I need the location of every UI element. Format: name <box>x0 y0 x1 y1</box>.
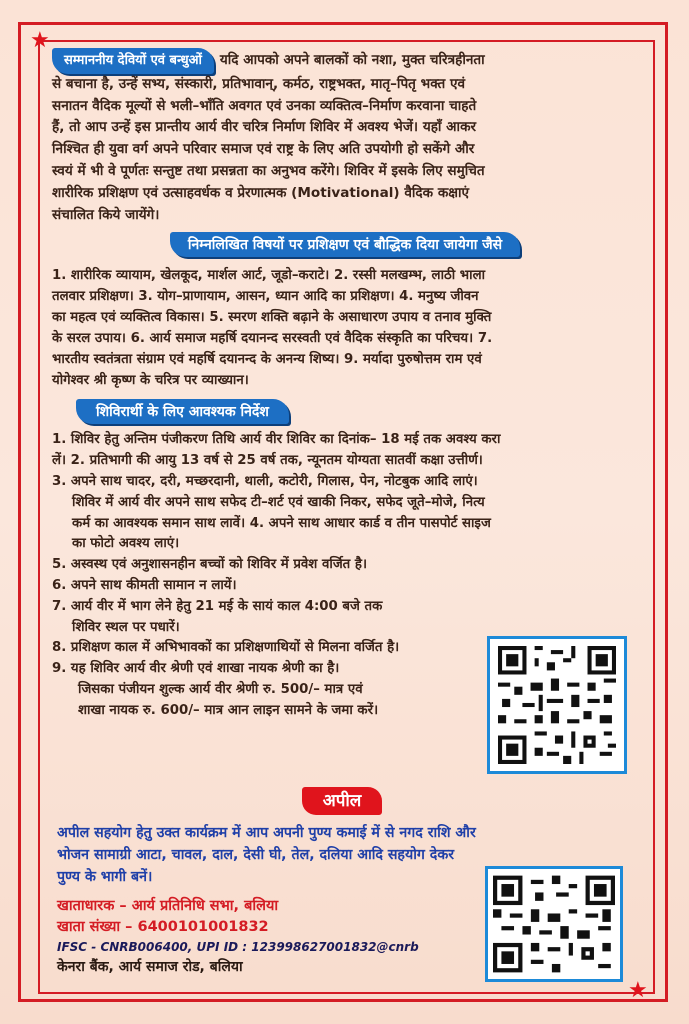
star-icon-bottom-right: ★ <box>628 978 648 1003</box>
instruction-line: शिविर में आर्य वीर अपने साथ सफेद टी–शर्ट एवं खाकी निकर, सफेद जूते–मोजे, नित्य <box>72 494 485 510</box>
account-number: खाता संख्या – 6400101001832 <box>57 919 269 935</box>
instruction-line: 3. अपने साथ चादर, दरी, मच्छरदानी, थाली, कटोरी, गिलास, पेन, नोटबुक आदि लाएं। <box>52 473 478 489</box>
intro-line: संचालित किये जायेंगे। <box>52 206 160 223</box>
instruction-line: लें। 2. प्रतिभागी की आयु 13 वर्ष से 25 वर्ष तक, न्यूनतम योग्यता सातवीं कक्षा उत्तीर्ण। <box>52 453 483 469</box>
instruction-line: 5. अस्वस्थ एवं अनुशासनहीन बच्चों को शिविर में प्रवेश वर्जित है। <box>52 557 367 573</box>
instruction-line: शाखा नायक रु. 600/– मात्र आन लाइन सामने के जमा करें। <box>78 702 379 718</box>
intro-line: शारीरिक प्रशिक्षण एवं उत्साहवर्धक व प्रेरणात्मक (Motivational) वैदिक कक्षाएं <box>52 184 470 201</box>
appeal-heading-pill: अपील <box>302 787 382 815</box>
instruction-line: 1. शिविर हेतु अन्तिम पंजीकरण तिथि आर्य वीर शिविर का दिनांक– 18 मई तक अवश्य करा <box>52 432 501 448</box>
intro-line: से बचाना है, उन्हें सभ्य, संस्कारी, प्रतिभावान्, कर्मठ, राष्ट्रभक्त, मातृ–पितृ भक्त एवं <box>52 75 466 92</box>
qr-code-registration[interactable] <box>487 636 627 774</box>
instructions-heading-pill: शिविरार्थी के लिए आवश्यक निर्देश <box>76 399 289 424</box>
appeal-line: पुण्य के भागी बनें। <box>57 869 153 885</box>
bank-branch: केनरा बैंक, आर्य समाज रोड, बलिया <box>57 959 243 975</box>
intro-heading-pill: सम्माननीय देवियों एवं बन्धुओं <box>52 48 214 74</box>
training-line: के सरल उपाय। 6. आर्य समाज महर्षि दयानन्द सरस्वती एवं वैदिक संस्कृति का परिचय। 7. <box>52 331 493 347</box>
training-paragraph <box>52 265 638 391</box>
instruction-line: का फोटो अवश्य लाएं। <box>72 536 180 552</box>
instruction-line: जिसका पंजीयन शुल्क आर्य वीर श्रेणी रु. 500/– मात्र एवं <box>78 681 363 697</box>
bank-details <box>57 896 517 978</box>
intro-line: हैं, तो आप उन्हें इस प्रान्तीय आर्य वीर चरित्र निर्माण शिविर में अवश्य भेजें। यहाँ आकर <box>52 119 477 136</box>
intro-line: सनातन वैदिक मूल्यों से भली–भाँति अवगत एवं उनका व्यक्तित्व–निर्माण करवाना चाहते <box>52 97 477 114</box>
training-heading-pill: निम्नलिखित विषयों पर प्रशिक्षण एवं बौद्धिक दिया जायेगा जैसे <box>170 232 520 257</box>
intro-paragraph <box>52 48 638 226</box>
training-line: का महत्व एवं व्यक्तित्व विकास। 5. स्मरण शक्ति बढ़ाने के असाधारण उपाय व तनाव मुक्ति <box>52 310 492 326</box>
appeal-line: भोजन सामाग्री आटा, चावल, दाल, देसी घी, तेल, दलिया आदि सहयोग देकर <box>57 847 455 863</box>
account-holder: खाताधारक – आर्य प्रतिनिधि सभा, बलिया <box>57 898 279 914</box>
ifsc-upi: IFSC - CNRB006400, UPI ID : 123998627001832@cnrb <box>57 940 419 954</box>
intro-line: निश्चित ही युवा वर्ग अपने परिवार समाज एवं राष्ट्र के लिए अति उपयोगी हो सकेंगे और <box>52 141 475 158</box>
intro-line: यदि आपको अपने बालकों को नशा, मुक्त चरित्रहीनता <box>219 52 485 68</box>
instruction-line: शिविर स्थल पर पधारें। <box>72 619 180 635</box>
star-icon-top-left: ★ <box>30 28 50 53</box>
instruction-line: 7. आर्य वीर में भाग लेने हेतु 21 मई के सायं काल 4:00 बजे तक <box>52 598 383 614</box>
training-line: 1. शारीरिक व्यायाम, खेलकूद, मार्शल आर्ट, जूडो–कराटे। 2. रस्सी मलखम्भ, लाठी भाला <box>52 268 486 284</box>
instruction-line: 9. यह शिविर आर्य वीर श्रेणी एवं शाखा नायक श्रेणी का है। <box>52 661 340 677</box>
appeal-line: अपील सहयोग हेतु उक्त कार्यक्रम में आप अपनी पुण्य कमाई में से नगद राशि और <box>57 825 476 841</box>
training-line: तलवार प्रशिक्षण। 3. योग–प्राणायाम, आसन, ध्यान आदि का प्रशिक्षण। 4. मनुष्य जीवन <box>52 289 479 305</box>
training-line: भारतीय स्वतंत्रता संग्राम एवं महर्षि दयानन्द के अनन्य शिष्य। 9. मर्यादा पुरुषोत्तम राम एवं <box>52 352 482 368</box>
qr-code-icon <box>497 646 617 764</box>
instruction-line: कर्म का आवश्यक समान साथ लावें। 4. अपने साथ आधार कार्ड व तीन पासपोर्ट साइज <box>72 515 491 531</box>
training-line: योगेश्वर श्री कृष्ण के चरित्र पर व्याख्यान। <box>52 373 249 389</box>
instruction-line: 6. अपने साथ कीमती सामान न लायें। <box>52 577 237 593</box>
instruction-line: 8. प्रशिक्षण काल में अभिभावकों का प्रशिक्षणाथियों से मिलना वर्जित है। <box>52 640 400 656</box>
qr-code-payment[interactable] <box>485 866 623 982</box>
main-content <box>52 48 638 722</box>
qr-code-icon <box>493 875 615 973</box>
intro-line: स्वयं में भी वे पूर्णतः सन्तुष्ट तथा प्रसन्नता का अनुभव करेंगे। शिविर में इसके लिए समुचित <box>52 162 485 179</box>
